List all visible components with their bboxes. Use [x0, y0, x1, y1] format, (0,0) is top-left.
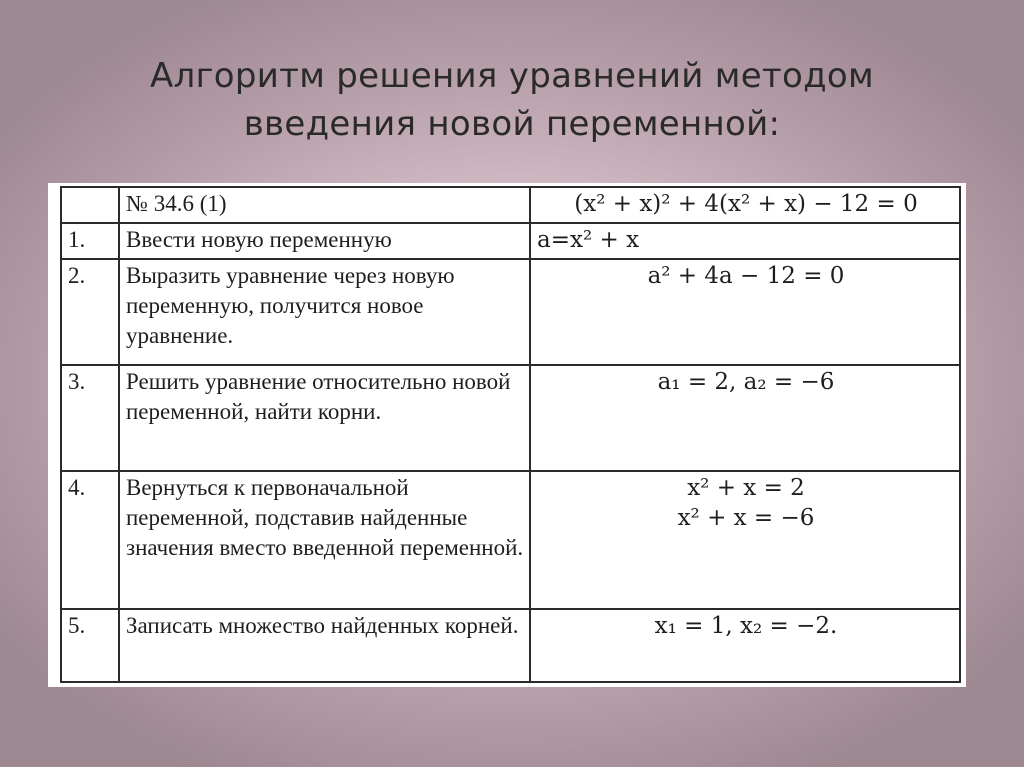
step-description: Выразить уравнение через новую переменную, получится новое уравнение.	[119, 259, 530, 365]
table-header-row	[61, 187, 960, 223]
step-result	[530, 259, 960, 365]
step-result	[530, 471, 960, 609]
slide-title	[0, 52, 1024, 148]
slide-title-line-1: Алгоритм решения уравнений методом	[149, 56, 874, 96]
table-row	[61, 365, 960, 471]
step-result-line: a₁ = 2, a₂ = −6	[657, 369, 835, 395]
step-description: Записать множество найденных корней.	[119, 609, 530, 682]
step-result-line: x₁ = 1, x₂ = −2.	[654, 613, 838, 639]
step-result-line: x² + x = 2	[687, 475, 805, 501]
slide-title-line-2: введения новой переменной:	[243, 104, 781, 144]
step-result-line: a² + 4a − 12 = 0	[647, 263, 845, 289]
step-result-line: x² + x = −6	[677, 505, 815, 531]
task-equation-cell: (x² + x)² + 4(x² + x) − 12 = 0	[530, 187, 960, 223]
step-number: 1.	[61, 223, 119, 259]
step-result	[530, 609, 960, 682]
algorithm-table	[60, 186, 961, 683]
step-description: Вернуться к первоначальной переменной, подставив найденные значения вместо введенной переменной.	[119, 471, 530, 609]
task-number-cell: № 34.6 (1)	[119, 187, 530, 223]
step-number: 2.	[61, 259, 119, 365]
step-number: 3.	[61, 365, 119, 471]
table-row	[61, 223, 960, 259]
step-description: Решить уравнение относительно новой переменной, найти корни.	[119, 365, 530, 471]
step-description: Ввести новую переменную	[119, 223, 530, 259]
table-row	[61, 259, 960, 365]
table-row	[61, 471, 960, 609]
step-result	[530, 223, 960, 259]
step-result	[530, 365, 960, 471]
header-empty-cell	[61, 187, 119, 223]
step-number: 4.	[61, 471, 119, 609]
table-sheet	[48, 183, 966, 687]
step-number: 5.	[61, 609, 119, 682]
step-result-line: a=x² + x	[537, 227, 640, 253]
table-row	[61, 609, 960, 682]
